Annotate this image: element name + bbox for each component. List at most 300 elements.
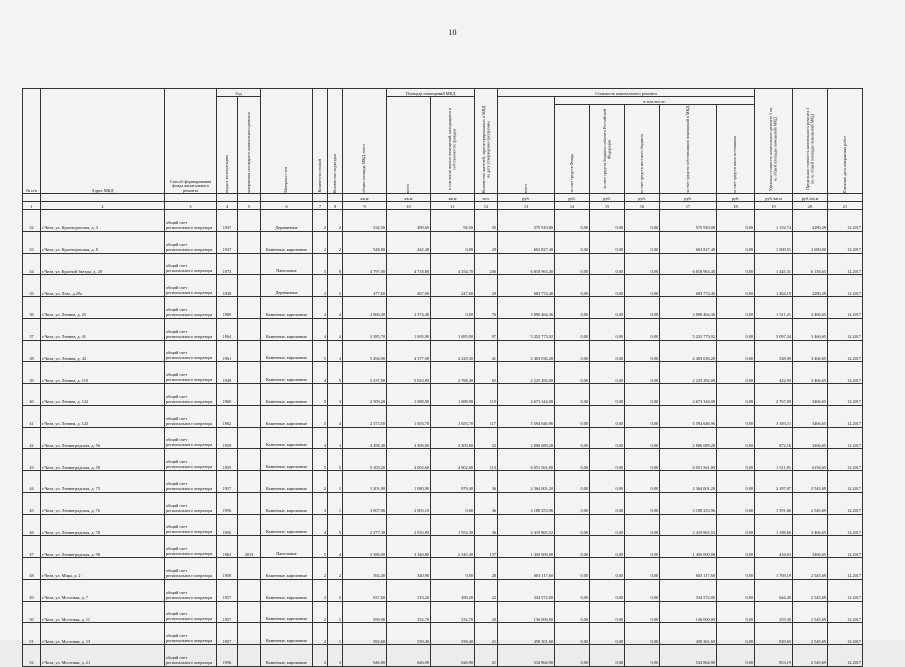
column-number: 17	[660, 202, 717, 210]
header-premises-total: всего	[405, 183, 411, 193]
cell-premises-total: 2 003,10	[387, 492, 431, 514]
cell-num: 49	[23, 579, 41, 601]
cell-premises-owned: 490,20	[431, 579, 475, 601]
cell-total-area: 5 437,90	[343, 362, 387, 384]
cell-year-commissioning: 1959	[217, 427, 238, 449]
cell-premises-total: 519,20	[387, 579, 431, 601]
cell-floors: 4	[313, 297, 328, 319]
cell-cost-total: 136 000,00	[498, 601, 555, 623]
cell-other: 0,00	[717, 405, 755, 427]
cell-total-area: 2 585,70	[343, 318, 387, 340]
cell-owners: 5 594 646,96	[660, 405, 717, 427]
cell-floors: 5	[313, 384, 328, 406]
unit-cell: руб.	[717, 194, 755, 202]
cell-wall-material: Каменные, кирпичные	[261, 427, 313, 449]
cell-unit-cost: 2 187,07	[755, 471, 793, 493]
cell-premises-owned: 539,40	[431, 623, 475, 645]
cell-planned-date: 12.2017	[828, 558, 863, 580]
cell-premises-total: 1 688,90	[387, 384, 431, 406]
cell-regional: 0,00	[590, 297, 625, 319]
cell-regional: 0,00	[590, 318, 625, 340]
repair-program-table	[22, 88, 863, 667]
cell-fund: 0,00	[555, 601, 590, 623]
cell-owners: 575 910,00	[660, 210, 717, 232]
cell-wall-material: Деревянные	[261, 275, 313, 297]
cell-cost-total: 5 594 646,96	[498, 405, 555, 427]
cell-owners: 6 818 963,40	[660, 253, 717, 275]
cell-year-last-repair	[238, 558, 261, 580]
cell-year-commissioning: 1957	[217, 579, 238, 601]
cell-wall-material: Каменные, кирпичные	[261, 558, 313, 580]
cell-num: 47	[23, 536, 41, 558]
cell-floors: 2	[313, 558, 328, 580]
cell-regional: 0,00	[590, 601, 625, 623]
cell-year-commissioning: 1958	[217, 558, 238, 580]
cell-other: 0,00	[717, 579, 755, 601]
cell-entrances: 4	[328, 405, 343, 427]
cell-fund: 0,00	[555, 492, 590, 514]
cell-fund-method: общий счет регионального оператора	[165, 253, 217, 275]
cell-premises-owned: 532,70	[431, 601, 475, 623]
cell-fund: 0,00	[555, 427, 590, 449]
cell-floors: 5	[313, 536, 328, 558]
cell-premises-owned: 2 768,40	[431, 362, 475, 384]
cell-regional: 0,00	[590, 275, 625, 297]
cell-entrances: 1	[328, 601, 343, 623]
cell-limit-cost: 3466,65	[793, 384, 828, 406]
cell-fund: 0,00	[555, 623, 590, 645]
cell-cost-total: 4 673 344,00	[498, 384, 555, 406]
cell-fund: 0,00	[555, 384, 590, 406]
cell-floors: 2	[313, 623, 328, 645]
cell-local: 0,00	[625, 297, 660, 319]
table-row	[23, 253, 863, 275]
cell-owners: 2 403 036,28	[660, 340, 717, 362]
cell-year-commissioning: 1957	[217, 601, 238, 623]
cell-planned-date: 12.2017	[828, 536, 863, 558]
header-regional: за счет средств бюджета субъекта Российской Федерации	[601, 109, 612, 189]
cell-premises-total: 1 695,90	[387, 318, 431, 340]
cell-address: г.Чита, ул. Ленинградская, д. 75	[41, 471, 165, 493]
cell-cost-total: 5 252 773,92	[498, 318, 555, 340]
cell-address: г.Чита, ул. Ленинградская, д. 98	[41, 536, 165, 558]
cell-unit-cost: 1 188,66	[755, 514, 793, 536]
header-wall-material: Материал стен	[283, 167, 289, 193]
cell-num: 51	[23, 623, 41, 645]
cell-year-last-repair	[238, 601, 261, 623]
cell-num: 35	[23, 275, 41, 297]
cell-regional: 0,00	[590, 623, 625, 645]
cell-local: 0,00	[625, 210, 660, 232]
cell-year-commissioning: 1964	[217, 318, 238, 340]
cell-unit-cost: 434,03	[755, 536, 793, 558]
cell-fund: 0,00	[555, 297, 590, 319]
cell-address: г.Чита, ул. Ленина, д. 110	[41, 362, 165, 384]
cell-cost-total: 3 890 464,36	[498, 297, 555, 319]
cell-residents: 20	[475, 601, 498, 623]
cell-total-area: 4 498,40	[343, 427, 387, 449]
cell-limit-cost: 3466,65	[793, 405, 828, 427]
cell-local: 0,00	[625, 275, 660, 297]
cell-local: 0,00	[625, 384, 660, 406]
header-premises-area: Площадь помещений МКД	[387, 89, 475, 97]
cell-unit-cost: 849,65	[755, 623, 793, 645]
cell-fund-method: общий счет регионального оператора	[165, 362, 217, 384]
column-number: 7	[313, 202, 328, 210]
table-row	[23, 340, 863, 362]
cell-planned-date: 12.2017	[828, 318, 863, 340]
table-row	[23, 318, 863, 340]
column-number: 20	[793, 202, 828, 210]
cell-premises-owned: 2 545,40	[431, 536, 475, 558]
header-entrances: Количество подъездов	[331, 153, 337, 193]
cell-residents: 36	[475, 514, 498, 536]
cell-local: 0,00	[625, 427, 660, 449]
cell-total-area: 937,60	[343, 579, 387, 601]
cell-fund-method: общий счет регионального оператора	[165, 492, 217, 514]
cell-other: 0,00	[717, 318, 755, 340]
cell-fund-method: общий счет регионального оператора	[165, 471, 217, 493]
cell-year-last-repair	[238, 623, 261, 645]
cell-cost-total: 2 225 282,00	[498, 362, 555, 384]
cell-residents: 41	[475, 340, 498, 362]
cell-entrances: 2	[328, 275, 343, 297]
column-number: 5	[238, 202, 261, 210]
cell-residents: 36	[475, 492, 498, 514]
cell-wall-material: Каменные, кирпичные	[261, 514, 313, 536]
column-number-row	[23, 202, 863, 210]
cell-premises-owned: 4 002,60	[431, 449, 475, 471]
page-number: 10	[448, 28, 457, 37]
cell-floors: 5	[313, 449, 328, 471]
cell-floors: 2	[313, 275, 328, 297]
cell-premises-total: 532,70	[387, 601, 431, 623]
cell-residents: 29	[475, 231, 498, 253]
cell-residents: 113	[475, 449, 498, 471]
cell-wall-material: Каменные, кирпичные	[261, 645, 313, 667]
cell-total-area: 2 277,30	[343, 514, 387, 536]
cell-year-last-repair	[238, 318, 261, 340]
cell-premises-owned: 1 695,90	[431, 318, 475, 340]
cell-premises-owned: 626,90	[431, 645, 475, 667]
column-number: 13	[498, 202, 555, 210]
cell-unit-cost: 1 152,74	[755, 210, 793, 232]
cell-num: 32	[23, 210, 41, 232]
cell-regional: 0,00	[590, 253, 625, 275]
cell-entrances: 5	[328, 449, 343, 471]
cell-floors: 5	[313, 405, 328, 427]
cell-fund-method: общий счет регионального оператора	[165, 405, 217, 427]
cell-limit-cost: 3 466,65	[793, 340, 828, 362]
cell-entrances: 1	[328, 623, 343, 645]
cell-wall-material: Деревянные	[261, 210, 313, 232]
cell-owners: 2 225 282,00	[660, 362, 717, 384]
cell-owners: 334 572,00	[660, 579, 717, 601]
cell-other: 0,00	[717, 210, 755, 232]
table-header	[23, 89, 863, 210]
cell-owners: 683 774,40	[660, 275, 717, 297]
cell-unit-cost: 1 591,66	[755, 492, 793, 514]
cell-premises-owned: 3 309,80	[431, 427, 475, 449]
table-row	[23, 210, 863, 232]
cell-unit-cost: 1 464,19	[755, 275, 793, 297]
cell-total-area: 2 860,40	[343, 297, 387, 319]
cell-num: 36	[23, 297, 41, 319]
cell-local: 0,00	[625, 514, 660, 536]
cell-owners: 5 252 773,92	[660, 318, 717, 340]
cell-premises-total: 2 574,40	[387, 297, 431, 319]
unit-cell: руб.	[555, 194, 590, 202]
cell-num: 42	[23, 427, 41, 449]
cell-entrances: 2	[328, 231, 343, 253]
cell-fund: 0,00	[555, 318, 590, 340]
cell-premises-owned: 0,00	[431, 231, 475, 253]
cell-fund-method: общий счет регионального оператора	[165, 623, 217, 645]
cell-owners: 1 450 000,00	[660, 536, 717, 558]
unit-cell: руб.	[590, 194, 625, 202]
header-year-last-repair: завершения последнего капитального ремонта	[245, 111, 251, 193]
cell-regional: 0,00	[590, 514, 625, 536]
cell-floors: 4	[313, 427, 328, 449]
cell-premises-total: 626,90	[387, 645, 431, 667]
column-number: 6	[261, 202, 313, 210]
cell-premises-total: 5 023,80	[387, 362, 431, 384]
cell-year-commissioning: 1949	[217, 362, 238, 384]
cell-local: 0,00	[625, 405, 660, 427]
cell-planned-date: 12.2017	[828, 427, 863, 449]
cell-address: г.Чита, ул. Ленинградская, д. 56	[41, 427, 165, 449]
cell-unit-cost: 853,19	[755, 645, 793, 667]
cell-fund: 0,00	[555, 449, 590, 471]
cell-planned-date: 12.2017	[828, 210, 863, 232]
cell-premises-total: 539,40	[387, 623, 431, 645]
cell-limit-cost: 2 545,69	[793, 601, 828, 623]
cell-cost-total: 2 403 036,28	[498, 340, 555, 362]
cell-planned-date: 12.2017	[828, 340, 863, 362]
cell-year-commissioning: 1963	[217, 536, 238, 558]
cell-owners: 458 301,60	[660, 623, 717, 645]
cell-premises-owned: 1 952,30	[431, 514, 475, 536]
cell-fund-method: общий счет регионального оператора	[165, 340, 217, 362]
cell-other: 0,00	[717, 231, 755, 253]
cell-planned-date: 12.2017	[828, 362, 863, 384]
cell-cost-total: 603 117,60	[498, 558, 555, 580]
cell-planned-date: 12.2017	[828, 471, 863, 493]
cell-cost-total: 663 827,40	[498, 231, 555, 253]
cell-local: 0,00	[625, 340, 660, 362]
cell-floors: 2	[313, 601, 328, 623]
cell-fund: 0,00	[555, 536, 590, 558]
cell-other: 0,00	[717, 558, 755, 580]
table-row	[23, 405, 863, 427]
unit-cell: руб.	[660, 194, 717, 202]
cell-other: 0,00	[717, 449, 755, 471]
cell-premises-total: 2 035,80	[387, 514, 431, 536]
table-row	[23, 275, 863, 297]
cell-address: г.Чита, ул. Ленинградская, д. 76	[41, 492, 165, 514]
header-premises-owned: в том числе жилых помещений, находящихся в собственности граждан	[447, 108, 457, 190]
cell-fund-method: общий счет регионального оператора	[165, 601, 217, 623]
cell-residents: 36	[475, 471, 498, 493]
cell-planned-date: 12.2017	[828, 623, 863, 645]
cell-limit-cost: 3 466,65	[793, 514, 828, 536]
cell-unit-cost: 442,95	[755, 362, 793, 384]
cell-year-last-repair	[238, 471, 261, 493]
cell-address: г.Чита, ул. Лазо, д.29а	[41, 275, 165, 297]
cell-year-last-repair	[238, 514, 261, 536]
cell-year-last-repair: 2013	[238, 536, 261, 558]
cell-entrances: 3	[328, 384, 343, 406]
cell-owners: 4 673 344,00	[660, 384, 717, 406]
cell-residents: 21	[475, 623, 498, 645]
cell-premises-owned: 0,00	[431, 492, 475, 514]
cell-floors: 5	[313, 253, 328, 275]
cell-fund: 0,00	[555, 231, 590, 253]
cell-fund-method: общий счет регионального оператора	[165, 210, 217, 232]
cell-year-last-repair	[238, 275, 261, 297]
cell-year-commissioning: 1960	[217, 384, 238, 406]
cell-fund-method: общий счет регионального оператора	[165, 318, 217, 340]
cell-premises-total: 499,60	[387, 210, 431, 232]
cell-num: 44	[23, 471, 41, 493]
cell-total-area: 5 103,20	[343, 449, 387, 471]
column-number: 16	[625, 202, 660, 210]
cell-regional: 0,00	[590, 340, 625, 362]
cell-wall-material: Панельные	[261, 253, 313, 275]
cell-fund: 0,00	[555, 471, 590, 493]
cell-total-area: 392,40	[343, 558, 387, 580]
cell-limit-cost: 2 545,69	[793, 492, 828, 514]
cell-local: 0,00	[625, 536, 660, 558]
cell-total-area: 532,50	[343, 210, 387, 232]
cell-limit-cost: 2 690,00	[793, 231, 828, 253]
cell-fund: 0,00	[555, 340, 590, 362]
header-address: Адрес МКД	[41, 89, 165, 194]
cell-year-last-repair	[238, 297, 261, 319]
column-number: 12	[475, 202, 498, 210]
cell-cost-total: 1 450 000,00	[498, 536, 555, 558]
cell-entrances: 4	[328, 536, 343, 558]
cell-unit-cost: 548,90	[755, 340, 793, 362]
cell-fund-method: общий счет регионального оператора	[165, 231, 217, 253]
cell-premises-owned: 0,00	[431, 297, 475, 319]
cell-other: 0,00	[717, 275, 755, 297]
cell-residents: 65	[475, 362, 498, 384]
cell-wall-material: Каменные, кирпичные	[261, 405, 313, 427]
cell-total-area: 548,80	[343, 231, 387, 253]
cell-year-last-repair	[238, 253, 261, 275]
column-number: 4	[217, 202, 238, 210]
cell-planned-date: 12.2017	[828, 645, 863, 667]
unit-cell: руб.	[498, 194, 555, 202]
cell-other: 0,00	[717, 340, 755, 362]
cell-fund-method: общий счет регионального оператора	[165, 536, 217, 558]
cell-address: г.Чита, ул. Мостовая, д. 11	[41, 601, 165, 623]
cell-premises-total: 3 309,80	[387, 427, 431, 449]
cell-address: г.Чита, ул. Ленина, д. 122	[41, 384, 165, 406]
cell-limit-cost: 2 545,69	[793, 623, 828, 645]
cell-floors: 4	[313, 514, 328, 536]
cell-owners: 534 864,90	[660, 645, 717, 667]
unit-cell: чел.	[475, 194, 498, 202]
column-number: 14	[555, 202, 590, 210]
header-local: за счет средств местного бюджета	[638, 133, 644, 193]
cell-address: г.Чита, ул. Краснодонская, д. 8	[41, 231, 165, 253]
cell-year-last-repair	[238, 340, 261, 362]
cell-total-area: 3 007,06	[343, 492, 387, 514]
cell-premises-total: 1 080,90	[387, 471, 431, 493]
table-body	[23, 210, 863, 667]
cell-other: 0,00	[717, 623, 755, 645]
cell-year-last-repair	[238, 492, 261, 514]
cell-planned-date: 12.2017	[828, 514, 863, 536]
cell-cost-total: 334 572,00	[498, 579, 555, 601]
cell-year-last-repair	[238, 427, 261, 449]
table-row	[23, 492, 863, 514]
cell-local: 0,00	[625, 362, 660, 384]
cell-premises-total: 4 718,80	[387, 253, 431, 275]
table-row	[23, 645, 863, 667]
header-planned-date: Плановая дата завершения работ	[841, 135, 847, 193]
cell-owners: 603 117,60	[660, 558, 717, 580]
cell-regional: 0,00	[590, 471, 625, 493]
cell-total-area: 2 509,20	[343, 384, 387, 406]
cell-premises-total: 1 653,70	[387, 405, 431, 427]
cell-total-area: 646,80	[343, 645, 387, 667]
cell-fund: 0,00	[555, 579, 590, 601]
column-number: 2	[41, 202, 165, 210]
cell-local: 0,00	[625, 231, 660, 253]
cell-year-commissioning: 1973	[217, 253, 238, 275]
cell-planned-date: 12.2017	[828, 449, 863, 471]
cell-fund-method: общий счет регионального оператора	[165, 558, 217, 580]
cell-num: 46	[23, 514, 41, 536]
cell-address: г.Чита, ул. Ленинградская, д. 58	[41, 449, 165, 471]
cell-limit-cost: 3466,65	[793, 427, 828, 449]
cell-fund-method: общий счет регионального оператора	[165, 297, 217, 319]
cell-year-commissioning: 1937	[217, 210, 238, 232]
cell-owners: 6 051 561,00	[660, 449, 717, 471]
cell-premises-owned: 1 688,90	[431, 384, 475, 406]
cell-entrances: 6	[328, 253, 343, 275]
cell-fund-method: общий счет регионального оператора	[165, 579, 217, 601]
cell-other: 0,00	[717, 514, 755, 536]
cell-premises-total: 467,00	[387, 275, 431, 297]
cell-regional: 0,00	[590, 536, 625, 558]
cell-planned-date: 12.2017	[828, 297, 863, 319]
cell-num: 34	[23, 253, 41, 275]
cell-num: 40	[23, 384, 41, 406]
cell-premises-total: 4 377,90	[387, 340, 431, 362]
cell-wall-material: Каменные, кирпичные	[261, 492, 313, 514]
column-number: 11	[431, 202, 475, 210]
cell-limit-cost: 6156,65	[793, 449, 828, 471]
cell-regional: 0,00	[590, 405, 625, 427]
cell-year-commissioning: 1956	[217, 492, 238, 514]
table-row	[23, 449, 863, 471]
cell-planned-date: 12.2017	[828, 601, 863, 623]
table-row	[23, 471, 863, 493]
cell-address: г.Чита, ул. Мостовая, д. 7	[41, 579, 165, 601]
cell-num: 41	[23, 405, 41, 427]
cell-year-last-repair	[238, 210, 261, 232]
cell-total-area: 3 386,00	[343, 536, 387, 558]
cell-year-commissioning: 1957	[217, 623, 238, 645]
cell-wall-material: Каменные, кирпичные	[261, 623, 313, 645]
header-floors: Количество этажей	[316, 159, 322, 193]
cell-fund-method: общий счет регионального оператора	[165, 645, 217, 667]
unit-cell: кв.м	[387, 194, 431, 202]
